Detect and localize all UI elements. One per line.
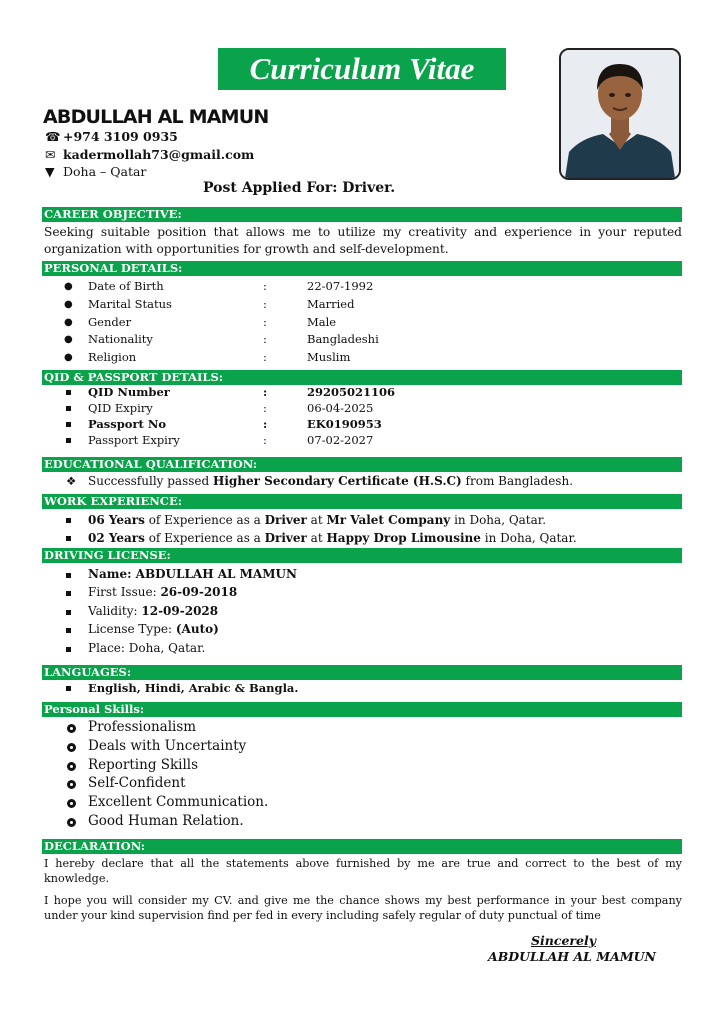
ring-bullet — [67, 799, 76, 808]
qid-passport-heading: QID & PASSPORT DETAILS: — [42, 370, 682, 385]
passport-no-value: EK0190953 — [307, 417, 382, 431]
driving-license-heading: DRIVING LICENSE: — [42, 548, 682, 563]
license-validity: Validity: 12-09-2028 — [88, 604, 219, 618]
round-bullet: ● — [64, 299, 73, 310]
ring-bullet — [67, 724, 76, 733]
applicant-name: ABDULLAH AL MAMUN — [43, 106, 269, 128]
ring-bullet — [67, 780, 76, 789]
qid-expiry-label: QID Expiry — [88, 401, 153, 415]
envelope-icon: ✉ — [45, 147, 56, 162]
detail-label: Nationality — [88, 332, 153, 346]
skill-item: Good Human Relation. — [88, 813, 244, 829]
detail-label: Gender — [88, 315, 132, 329]
qid-expiry-value: 06-04-2025 — [307, 401, 374, 415]
colon: : — [263, 385, 268, 399]
passport-no-label: Passport No — [88, 417, 167, 431]
skill-item: Self-Confident — [88, 775, 186, 791]
work-experience-item: 02 Years of Experience as a Driver at Happy Drop Limousine in Doha, Qatar. — [88, 531, 577, 545]
square-bullet — [66, 628, 71, 633]
skill-item: Reporting Skills — [88, 757, 199, 773]
square-bullet — [66, 573, 71, 578]
detail-label: Date of Birth — [88, 279, 164, 293]
square-bullet — [66, 422, 71, 427]
square-bullet — [66, 406, 71, 411]
location-line — [45, 164, 146, 179]
square-bullet — [66, 591, 71, 596]
colon: : — [263, 332, 267, 346]
career-objective-heading: CAREER OBJECTIVE: — [42, 207, 682, 222]
personal-skills-heading: Personal Skills: — [42, 702, 682, 717]
ring-bullet — [67, 762, 76, 771]
qid-number-label: QID Number — [88, 385, 170, 399]
qid-number-value: 29205021106 — [307, 385, 396, 399]
license-name: Name: ABDULLAH AL MAMUN — [88, 567, 297, 581]
triangle-down-icon: ▼ — [45, 164, 55, 179]
square-bullet — [66, 438, 71, 443]
work-experience-heading: WORK EXPERIENCE: — [42, 494, 682, 509]
four-diamond-bullet: ❖ — [66, 474, 77, 488]
round-bullet: ● — [64, 352, 73, 363]
square-bullet — [66, 647, 71, 652]
cv-title: Curriculum Vitae — [218, 48, 506, 90]
detail-value: 22-07-1992 — [307, 279, 374, 293]
detail-value: Married — [307, 297, 355, 311]
declaration-heading: DECLARATION: — [42, 839, 682, 854]
colon: : — [263, 315, 267, 329]
ring-bullet — [67, 818, 76, 827]
license-type: License Type: (Auto) — [88, 622, 219, 636]
square-bullet — [66, 390, 71, 395]
round-bullet: ● — [64, 317, 73, 328]
square-bullet — [66, 518, 71, 523]
profile-photo — [559, 48, 681, 180]
education-heading: EDUCATIONAL QUALIFICATION: — [42, 457, 682, 472]
career-objective-text: Seeking suitable position that allows me to utilize my creativity and experience in your reputed organization with opportunities for growth and self-development. — [44, 225, 682, 256]
square-bullet — [66, 536, 71, 541]
skill-item: Deals with Uncertainty — [88, 738, 247, 754]
phone-icon: ☎ — [45, 129, 61, 144]
detail-value: Bangladeshi — [307, 332, 379, 346]
declaration-text-2: I hope you will consider my CV. and give me the chance shows my best performance in your best company under your kind supervision find per fed in every including safely regular of duty punctual of time — [44, 894, 682, 922]
work-experience-item: 06 Years of Experience as a Driver at Mr Valet Company in Doha, Qatar. — [88, 513, 547, 527]
round-bullet: ● — [64, 281, 73, 292]
detail-value: Male — [307, 315, 337, 329]
passport-expiry-value: 07-02-2027 — [307, 433, 374, 447]
colon: : — [263, 350, 267, 364]
square-bullet — [66, 610, 71, 615]
location-text: Doha – Qatar — [63, 164, 147, 179]
square-bullet — [66, 686, 71, 691]
languages-text: English, Hindi, Arabic & Bangla. — [88, 681, 299, 695]
email-line — [45, 147, 254, 162]
declaration-text: I hereby declare that all the statements above furnished by me are true and correct to the best of my knowledge. — [44, 857, 682, 885]
colon: : — [263, 297, 267, 311]
colon: : — [263, 417, 268, 431]
personal-details-heading: PERSONAL DETAILS: — [42, 261, 682, 276]
email-address: kadermollah73@gmail.com — [63, 147, 255, 162]
skill-item: Professionalism — [88, 719, 197, 735]
colon: : — [263, 433, 267, 447]
detail-label: Marital Status — [88, 297, 172, 311]
education-line: Successfully passed Higher Secondary Certificate (H.S.C) from Bangladesh. — [88, 474, 574, 488]
phone-line — [45, 129, 178, 144]
closing-sincerely: Sincerely — [531, 933, 596, 948]
languages-heading: LANGUAGES: — [42, 665, 682, 680]
detail-label: Religion — [88, 350, 137, 364]
phone-number: +974 3109 0935 — [63, 129, 178, 144]
ring-bullet — [67, 743, 76, 752]
colon: : — [263, 401, 267, 415]
post-applied: Post Applied For: Driver. — [203, 180, 396, 196]
detail-value: Muslim — [307, 350, 351, 364]
closing-name: ABDULLAH AL MAMUN — [488, 949, 656, 964]
round-bullet: ● — [64, 334, 73, 345]
colon: : — [263, 279, 267, 293]
skill-item: Excellent Communication. — [88, 794, 269, 810]
passport-expiry-label: Passport Expiry — [88, 433, 180, 447]
license-place: Place: Doha, Qatar. — [88, 641, 206, 655]
license-first-issue: First Issue: 26-09-2018 — [88, 585, 238, 599]
